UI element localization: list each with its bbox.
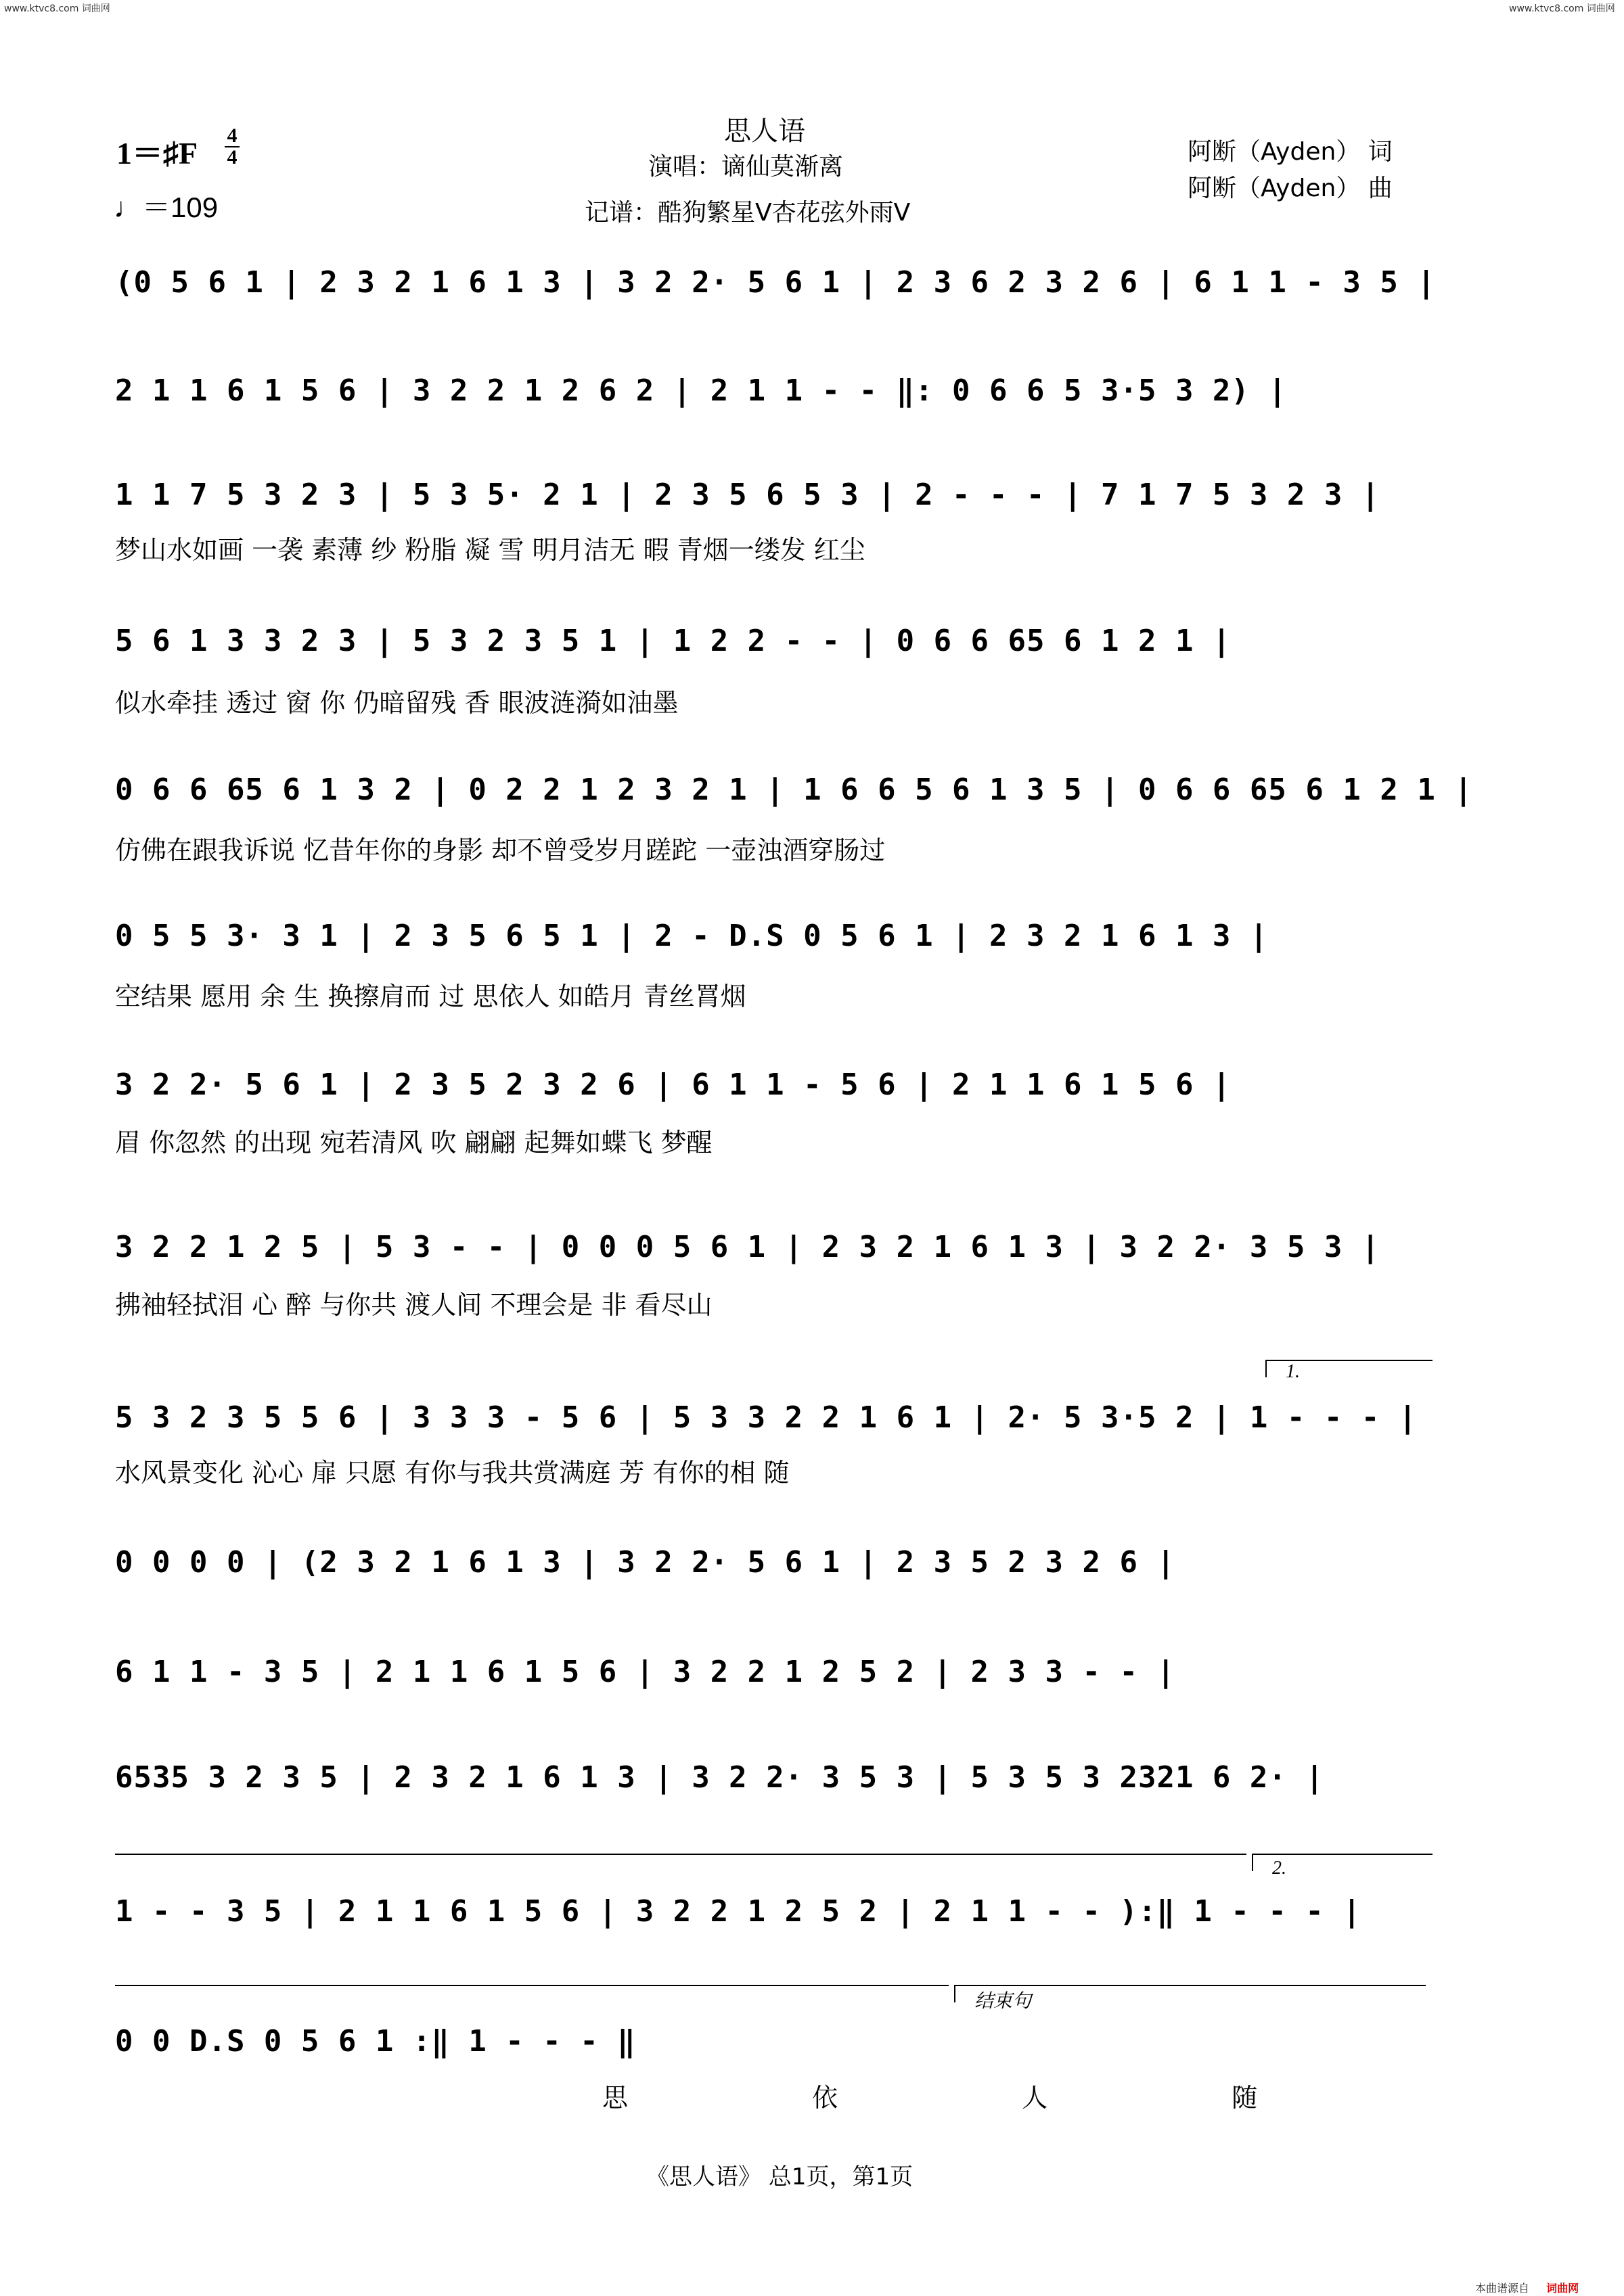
score-line-8-lyrics: 拂袖轻拭泪 心 醉 与你共 渡人间 不理会是 非 看尽山 bbox=[115, 1290, 713, 1320]
ending-label: 结束句 bbox=[974, 1990, 1032, 2012]
score-line-5-notes: 0 6 6 65 6 1 3 2 | 0 2 2 1 2 3 2 1 | 1 6 6 5 6 1 3 5 | 0 6 6 65 6 1 2 1 | bbox=[115, 773, 1473, 807]
score-line-14-lyrics: 思 依 人 随 bbox=[602, 2083, 1346, 2113]
time-signature: 4 4 bbox=[225, 126, 240, 168]
composer-credit: 阿断（Ayden） 曲 bbox=[1188, 175, 1393, 202]
score-line-11-notes: 6 1 1 - 3 5 | 2 1 1 6 1 5 6 | 3 2 2 1 2 5 2 | 2 3 3 - - | bbox=[115, 1655, 1175, 1689]
score-line-14-notes: 0 0 D.S 0 5 6 1 :‖ 1 - - - ‖ bbox=[115, 2024, 636, 2059]
bottom-watermark-site: 词曲网 bbox=[1546, 2282, 1579, 2295]
score-line-3-lyrics: 梦山水如画 一袭 素薄 纱 粉脂 凝 雪 明月洁无 暇 青烟一缕发 红尘 bbox=[115, 535, 865, 565]
score-line-13-notes: 1 - - 3 5 | 2 1 1 6 1 5 6 | 3 2 2 1 2 5 2 | 2 1 1 - - ):‖ 1 - - - | bbox=[115, 1894, 1361, 1929]
key-signature: 1＝♯F bbox=[116, 136, 198, 170]
score-line-10-notes: 0 0 0 0 | (2 3 2 1 6 1 3 | 3 2 2· 5 6 1 | 2 3 5 2 3 2 6 | bbox=[115, 1545, 1175, 1580]
tempo-marking: ♩＝109 bbox=[114, 191, 219, 223]
volta-2-label: 2. bbox=[1272, 1858, 1286, 1879]
score-line-2-notes: 2 1 1 6 1 5 6 | 3 2 2 1 2 6 2 | 2 1 1 - - ‖: 0 6 6 5 3·5 3 2) | bbox=[115, 373, 1287, 408]
top-watermark-right: www.ktvc8.com 词曲网 bbox=[1509, 3, 1615, 14]
score-line-12-notes: 6535 3 2 3 5 | 2 3 2 1 6 1 3 | 3 2 2· 3 5 3 | 5 3 5 3 2321 6 2· | bbox=[115, 1760, 1324, 1795]
transcriber-credit: 记谱：酷狗繁星V杏花弦外雨V bbox=[585, 199, 911, 227]
score-line-1-notes: (0 5 6 1 | 2 3 2 1 6 1 3 | 3 2 2· 5 6 1 | 2 3 6 2 3 2 6 | 6 1 1 - 3 5 | bbox=[115, 265, 1436, 300]
score-line-8-notes: 3 2 2 1 2 5 | 5 3 - - | 0 0 0 5 6 1 | 2 3 2 1 6 1 3 | 3 2 2· 3 5 3 | bbox=[115, 1230, 1380, 1264]
bottom-watermark-text: 本曲谱源自 bbox=[1475, 2282, 1530, 2295]
score-line-4-lyrics: 似水牵挂 透过 窗 你 仍暗留残 香 眼波涟漪如油墨 bbox=[115, 688, 679, 718]
singer-credit: 演唱：谪仙莫渐离 bbox=[648, 153, 844, 181]
repeat-span-line bbox=[115, 1854, 1246, 1855]
score-line-5-lyrics: 仿佛在跟我诉说 忆昔年你的身影 却不曾受岁月蹉跎 一壶浊酒穿肠过 bbox=[115, 835, 886, 865]
page-footer: 《思人语》 总1页，第1页 bbox=[646, 2163, 914, 2190]
score-line-7-notes: 3 2 2· 5 6 1 | 2 3 5 2 3 2 6 | 6 1 1 - 5 6 | 2 1 1 6 1 5 6 | bbox=[115, 1067, 1232, 1102]
score-line-9-lyrics: 水风景变化 沁心 扉 只愿 有你与我共赏满庭 芳 有你的相 随 bbox=[115, 1458, 790, 1488]
score-line-6-notes: 0 5 5 3· 3 1 | 2 3 5 6 5 1 | 2 - D.S 0 5 6 1 | 2 3 2 1 6 1 3 | bbox=[115, 919, 1269, 953]
score-line-7-lyrics: 眉 你忽然 的出现 宛若清风 吹 翩翩 起舞如蝶飞 梦醒 bbox=[115, 1128, 713, 1157]
coda-span-line bbox=[115, 1985, 949, 1986]
score-line-9-notes: 5 3 2 3 5 5 6 | 3 3 3 - 5 6 | 5 3 3 2 2 1 6 1 | 2· 5 3·5 2 | 1 - - - | bbox=[115, 1400, 1418, 1435]
score-line-3-notes: 1 1 7 5 3 2 3 | 5 3 5· 2 1 | 2 3 5 6 5 3 | 2 - - - | 7 1 7 5 3 2 3 | bbox=[115, 478, 1380, 512]
score-line-6-lyrics: 空结果 愿用 余 生 换擦肩而 过 思依人 如皓月 青丝罥烟 bbox=[115, 982, 746, 1011]
lyricist-credit: 阿断（Ayden） 词 bbox=[1188, 138, 1393, 166]
score-line-4-notes: 5 6 1 3 3 2 3 | 5 3 2 3 5 1 | 1 2 2 - - | 0 6 6 65 6 1 2 1 | bbox=[115, 624, 1232, 658]
song-title: 思人语 bbox=[724, 116, 805, 146]
bottom-watermark bbox=[1475, 2280, 1579, 2295]
top-watermark-left: www.ktvc8.com 词曲网 bbox=[4, 3, 110, 14]
volta-1-label: 1. bbox=[1286, 1361, 1300, 1382]
